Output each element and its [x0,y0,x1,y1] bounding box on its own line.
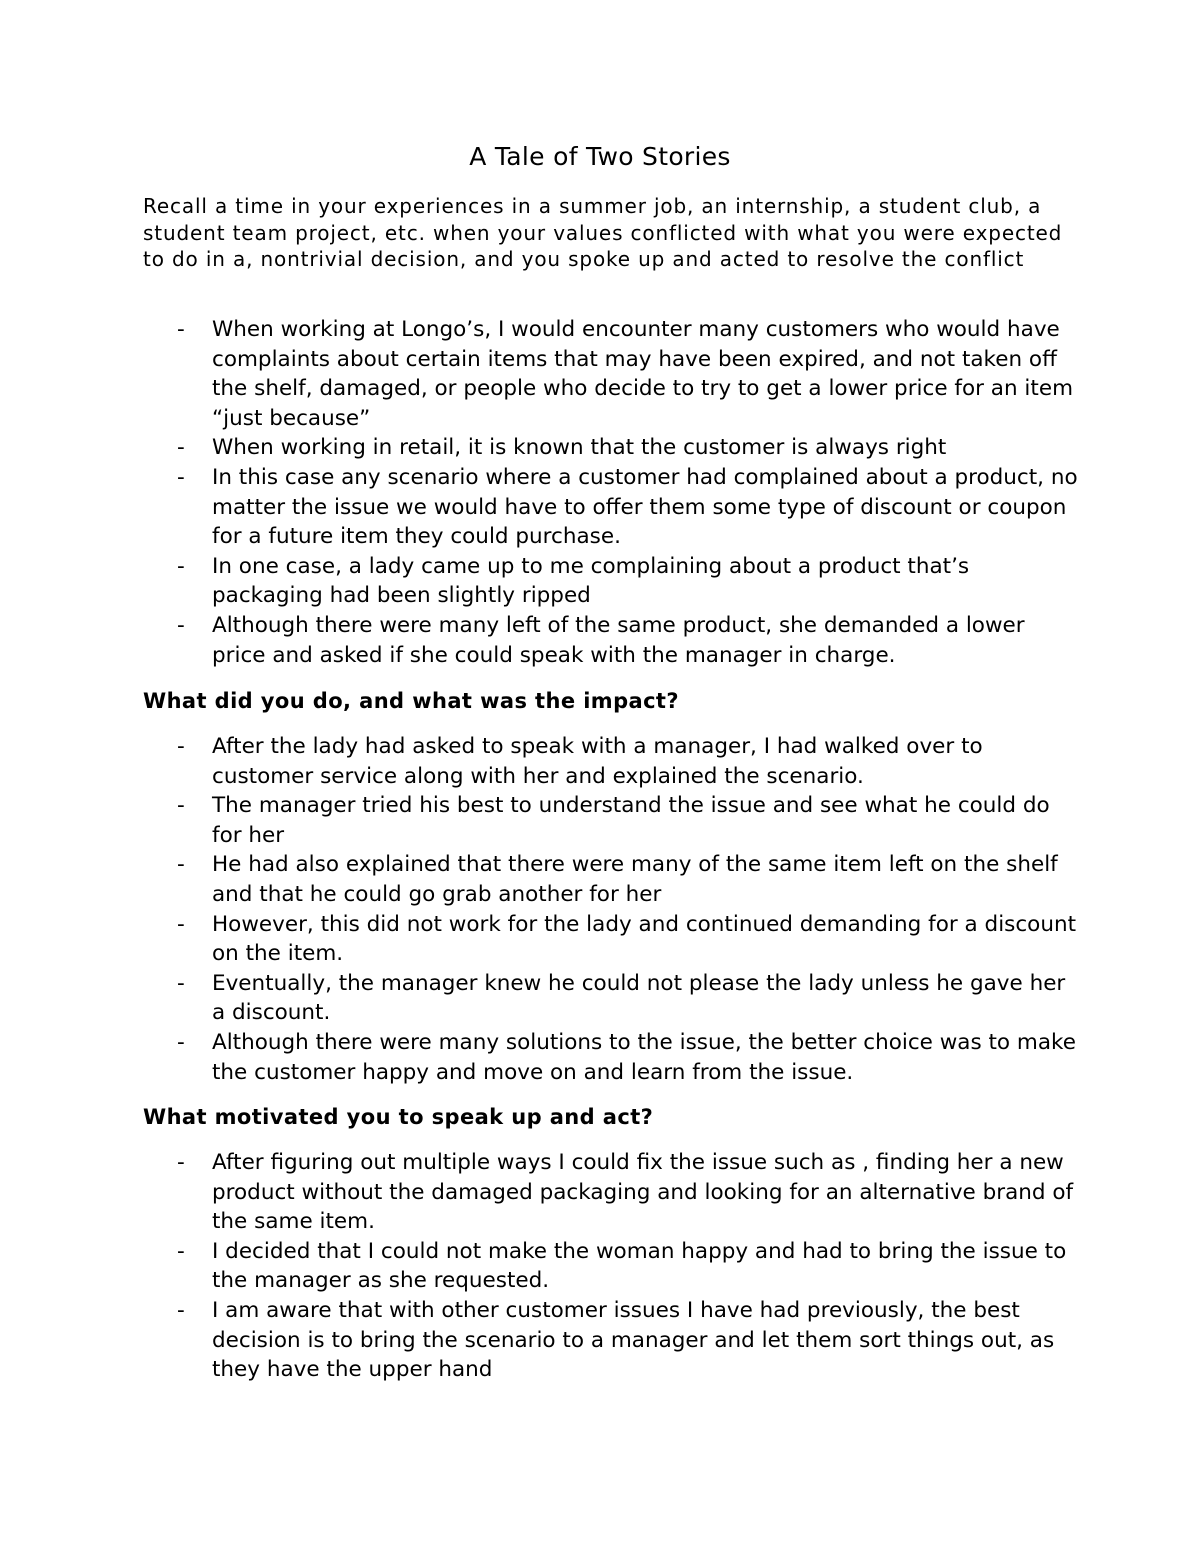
bullet-list-story [143,315,1083,670]
list-item [143,552,1083,611]
bullet-list-impact [143,732,1083,1087]
list-item [143,910,1083,969]
bullet-dash: - [177,435,185,461]
bullet-dash: - [177,612,185,638]
list-item [143,1148,1083,1237]
bullet-dash: - [177,852,185,878]
list-item-text: In one case, a lady came up to me complaining about a product that’s packaging had been slightly ripped [212,553,970,609]
list-item-text: When working in retail, it is known that the customer is always right [212,435,947,461]
bullet-dash: - [177,970,185,996]
list-item-text: I decided that I could not make the woman happy and had to bring the issue to the manager as she requested. [212,1238,1067,1294]
document-title: A Tale of Two Stories [469,142,731,171]
list-item [143,732,1083,791]
bullet-dash: - [177,1029,185,1055]
list-item-text: Although there were many solutions to the issue, the better choice was to make the customer happy and move on and learn from the issue. [212,1029,1076,1085]
section-heading-impact: What did you do, and what was the impact? [143,689,679,713]
list-item-text: After the lady had asked to speak with a manager, I had walked over to customer service along with her and explained the scenario. [212,734,983,789]
bullet-dash: - [177,793,185,819]
bullet-dash: - [177,317,185,342]
list-item-text: In this case any scenario where a customer had complained about a product, no matter the issue we would have to offer them some type of discount or coupon for a future item they could purchase. [212,464,1078,550]
list-item-text: However, this did not work for the lady and continued demanding for a discount on the item. [212,911,1077,967]
list-item [143,1237,1083,1296]
list-item [143,791,1083,850]
bullet-dash: - [177,553,185,579]
bullet-dash: - [177,1238,185,1264]
list-item [143,463,1083,552]
list-item [143,1028,1083,1087]
list-item-text: I am aware that with other customer issues I have had previously, the best decision is to bring the scenario to a manager and let them sort things out, as they have the upper hand [212,1297,1055,1383]
list-item [143,850,1083,909]
section-heading-motivation: What motivated you to speak up and act? [143,1105,654,1129]
bullet-list-motivation [143,1148,1083,1385]
list-item-text: Although there were many left of the same product, she demanded a lower price and asked if she could speak with the manager in charge. [212,612,1025,668]
list-item [143,315,1083,433]
intro-paragraph: Recall a time in your experiences in a summer job, an internship, a student club, a student team project, etc. when your values conflicted with what you were expected to do in a, nontrivial decision, and you spoke up and acted to resolve the conflict [143,194,1063,271]
list-item [143,969,1083,1028]
bullet-dash: - [177,464,185,490]
list-item-text: Eventually, the manager knew he could not please the lady unless he gave her a discount. [212,970,1066,1026]
list-item [143,1296,1083,1385]
list-item-text: He had also explained that there were many of the same item left on the shelf and that he could go grab another for her [212,852,1058,907]
bullet-dash: - [177,1150,185,1175]
list-item-text: When working at Longo’s, I would encounter many customers who would have complaints about certain items that may have been expired, and not taken off the shelf, damaged, or people who decide to try to get a lower price for an item “just because” [212,317,1074,431]
list-item [143,433,1083,463]
list-item-text: The manager tried his best to understand the issue and see what he could do for her [212,793,1050,848]
bullet-dash: - [177,1297,185,1323]
list-item [143,611,1083,670]
list-item-text: After figuring out multiple ways I could fix the issue such as , finding her a new product without the damaged packaging and looking for an alternative brand of the same item. [212,1150,1074,1235]
bullet-dash: - [177,734,185,759]
bullet-dash: - [177,911,185,937]
